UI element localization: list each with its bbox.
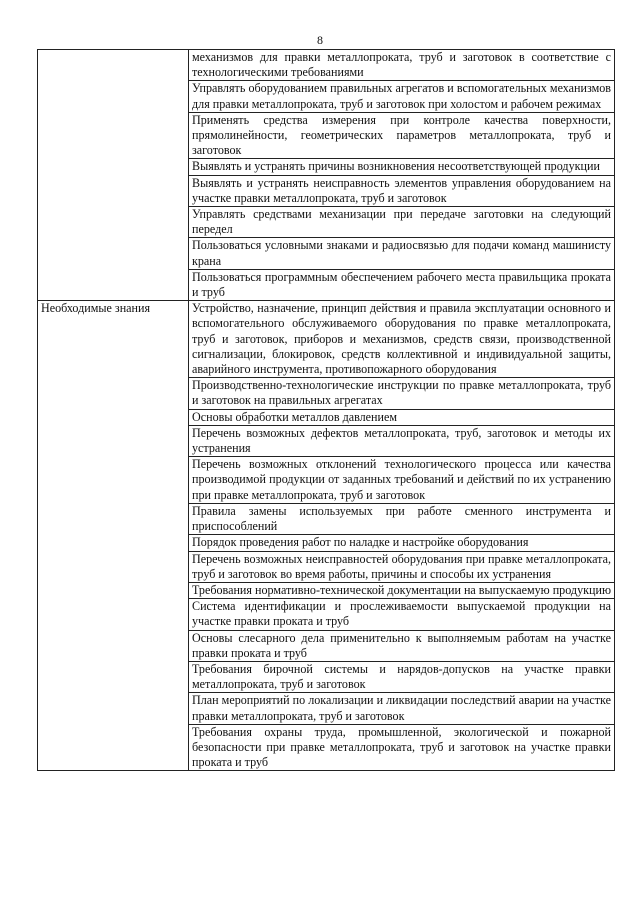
table-cell: Перечень возможных неисправностей оборудования при правке металлопроката, труб и заготовок во время работы, причины и способы их устранения xyxy=(189,551,615,582)
table-cell: Основы обработки металлов давлением xyxy=(189,409,615,425)
table-cell: Основы слесарного дела применительно к выполняемым работам на участке правки проката и труб xyxy=(189,630,615,661)
table-cell: Выявлять и устранять причины возникновения несоответствующей продукции xyxy=(189,159,615,175)
table-row xyxy=(38,50,615,81)
table-cell: Выявлять и устранять неисправность элементов управления оборудованием на участке правки металлопроката, труб и заготовок xyxy=(189,175,615,206)
section-label-skills-continued xyxy=(38,50,189,301)
table-cell: Порядок проведения работ по наладке и настройке оборудования xyxy=(189,535,615,551)
section-label-required-knowledge: Необходимые знания xyxy=(38,301,189,771)
table-cell: Управлять средствами механизации при передаче заготовки на следующий передел xyxy=(189,207,615,238)
table-cell: Пользоваться условными знаками и радиосвязью для подачи команд машинисту крана xyxy=(189,238,615,269)
table-cell: Перечень возможных дефектов металлопроката, труб, заготовок и методы их устранения xyxy=(189,425,615,456)
table-cell: Требования охраны труда, промышленной, экологической и пожарной безопасности при правке металлопроката, труб и заготовок на участке правки проката и труб xyxy=(189,724,615,771)
table-cell: Перечень возможных отклонений технологического процесса или качества производимой продукции от заданных требований и действий по их устранению при правке металлопроката, труб и заготовок xyxy=(189,457,615,504)
table-cell: Управлять оборудованием правильных агрегатов и вспомогательных механизмов для правки металлопроката, труб и заготовок при холостом и рабочем режимах xyxy=(189,81,615,112)
table-cell: Правила замены используемых при работе сменного инструмента и приспособлений xyxy=(189,503,615,534)
table-cell: Устройство, назначение, принцип действия и правила эксплуатации основного и вспомогательного обслуживаемого оборудования по правке металлопроката, труб и заготовок, приборов и механизмов, средств связи, производственной сигнализации, блокировок, средств коллективной и индивидуальной защиты, аварийного инструмента, противопожарного оборудования xyxy=(189,301,615,378)
table-row xyxy=(38,301,615,378)
table-cell: Пользоваться программным обеспечением рабочего места правильщика проката и труб xyxy=(189,269,615,300)
table-cell: План мероприятий по локализации и ликвидации последствий аварии на участке правки металлопроката, труб и заготовок xyxy=(189,693,615,724)
table-cell: Производственно-технологические инструкции по правке металлопроката, труб и заготовок на правильных агрегатах xyxy=(189,378,615,409)
table-cell: механизмов для правки металлопроката, труб и заготовок в соответствие с технологическими требованиями xyxy=(189,50,615,81)
table-cell: Система идентификации и прослеживаемости выпускаемой продукции на участке правки проката и труб xyxy=(189,599,615,630)
requirements-table xyxy=(37,49,615,771)
table-cell: Требования нормативно-технической документации на выпускаемую продукцию xyxy=(189,582,615,598)
table-cell: Применять средства измерения при контроле качества поверхности, прямолинейности, геометрических параметров металлопроката, труб и заготовок xyxy=(189,112,615,159)
table-cell: Требования бирочной системы и нарядов-допусков на участке правки металлопроката, труб и заготовок xyxy=(189,661,615,692)
page-number: 8 xyxy=(317,33,323,47)
